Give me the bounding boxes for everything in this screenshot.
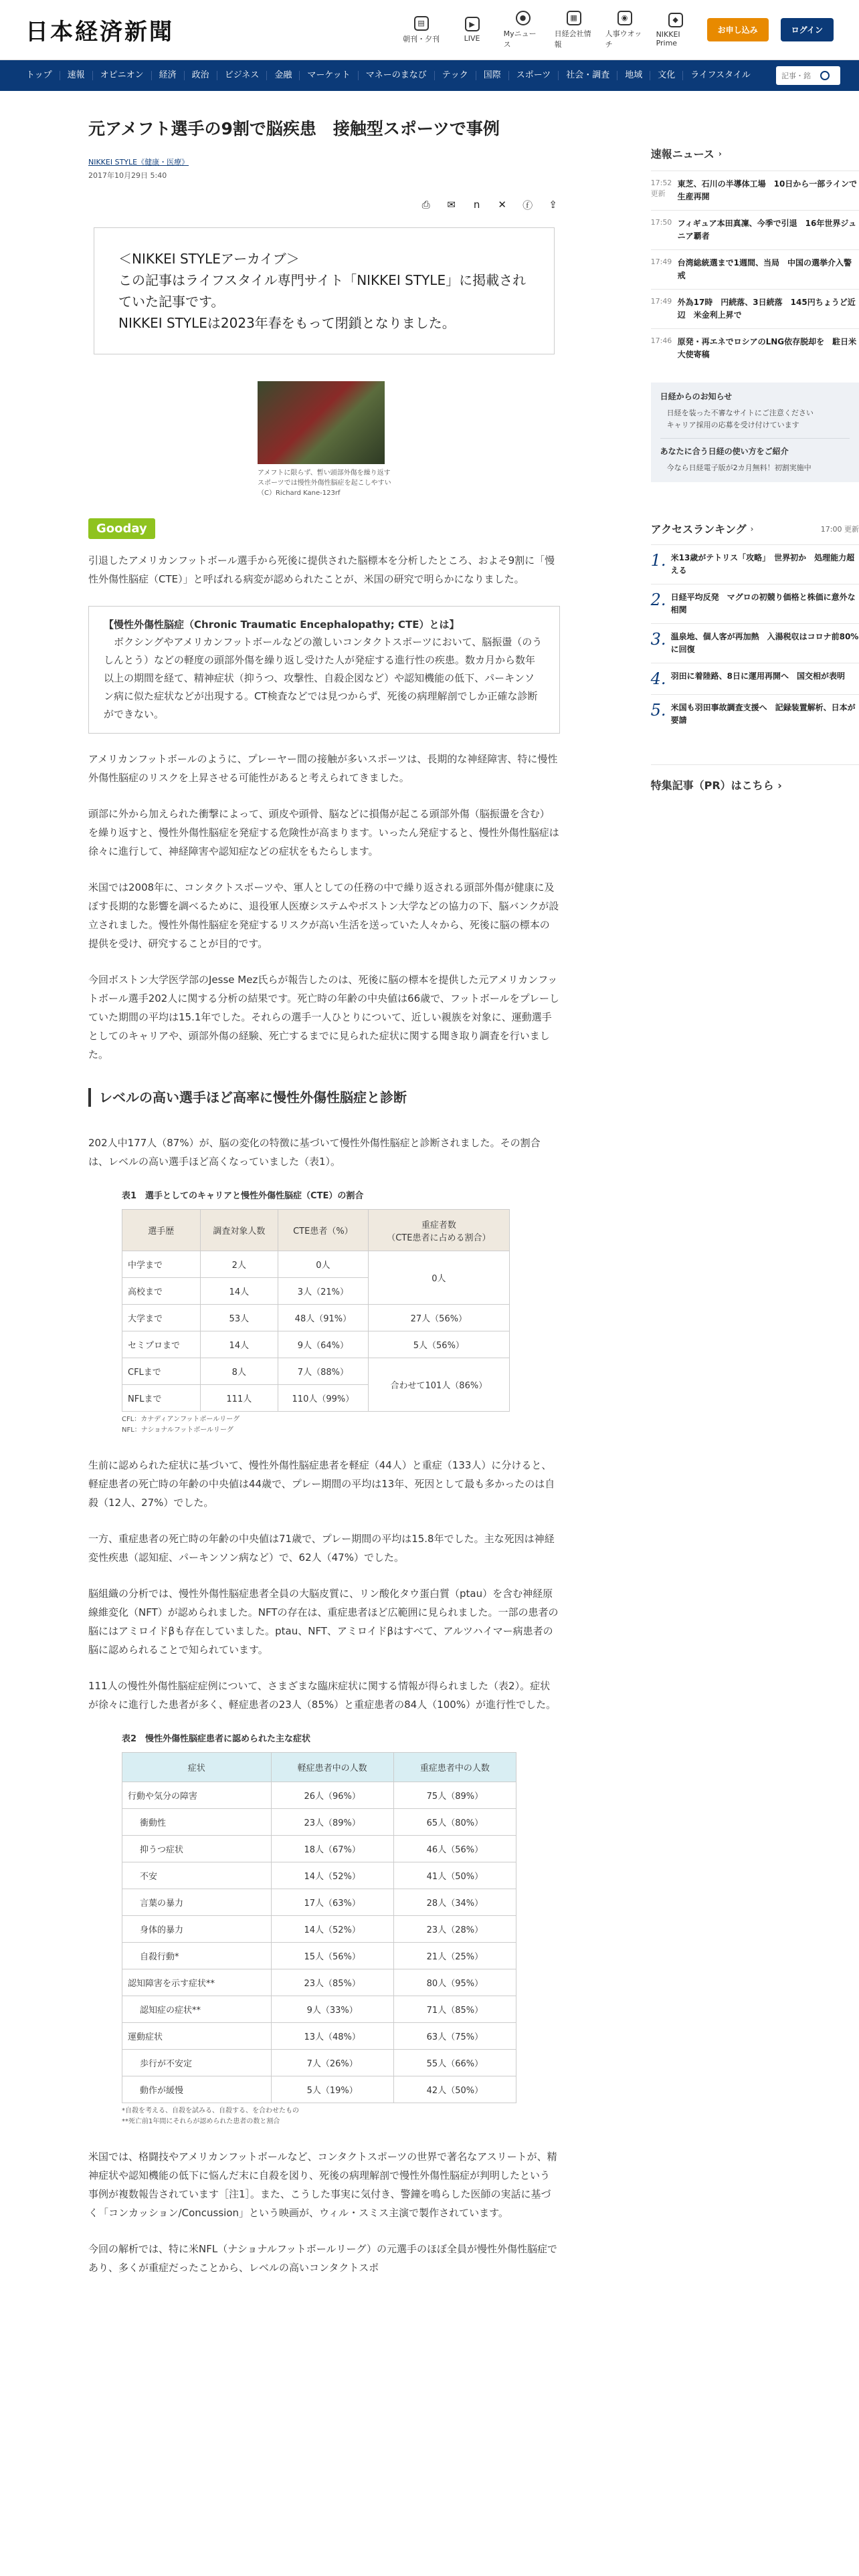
table-cell: 75人（89%）: [393, 1782, 516, 1809]
table-cell: 大学まで: [122, 1305, 201, 1331]
table-cell: 自殺行動*: [122, 1943, 272, 1969]
search-icon[interactable]: [820, 71, 830, 80]
paragraph: 生前に認められた症状に基づいて、慢性外傷性脳症患者を軽症（44人）と重症（133人）に分けると、軽症患者の死亡時の年齢の中央値は44歳で、プレー期間の平均は13年、死因として最も多かったのは自殺（12人、27%）でした。: [88, 1459, 555, 1509]
info-box: [651, 383, 859, 482]
table-cell: 認知症の症状**: [122, 1996, 272, 2023]
tool-label: LIVE: [464, 34, 480, 43]
sidebar: [651, 118, 859, 2294]
gooday-logo[interactable]: Gooday: [88, 518, 155, 539]
pr-link[interactable]: [651, 764, 859, 792]
news-time: 17:49: [650, 297, 672, 306]
table-cell: 身体的暴力: [122, 1916, 272, 1943]
ranking-item[interactable]: [651, 584, 859, 623]
news-time: 17:50: [650, 218, 672, 227]
ranking-item[interactable]: [651, 663, 859, 694]
table-cell: 高校まで: [122, 1278, 201, 1305]
facebook-icon[interactable]: ⓕ: [522, 199, 533, 211]
news-time: 17:52 更新: [650, 179, 672, 198]
table-header: 軽症患者中の人数: [271, 1753, 393, 1782]
table-cell: 9人（33%）: [271, 1996, 393, 2023]
news-heading[interactable]: [651, 146, 859, 161]
football-photo[interactable]: [258, 381, 385, 464]
archive-line: ＜NIKKEI STYLEアーカイブ＞: [118, 251, 300, 267]
table-note: [122, 2106, 560, 2127]
table-cell: 55人（66%）: [393, 2050, 516, 2076]
table-cell: 80人（95%）: [393, 1969, 516, 1996]
table-cell: 5人（56%）: [368, 1331, 509, 1358]
info-heading[interactable]: あなたに合う日経の使い方をご紹介: [660, 447, 789, 456]
paragraph: 米国では2008年に、コンタクトスポーツや、軍人としての任務の中で繰り返される頭部外傷が健康に及ぼす長期的な影響を調べるために、退役軍人医療システムやボストン大学などの協力の下、脳バンクが設立されました。慢性外傷性脳症を発症するリスクが高い生活を送っていた人々から、死後に脳の標本の提供を受け、研究することが目的です。: [88, 881, 559, 950]
article-title: 元アメフト選手の9割で脳疾患 接触型スポーツで事例: [88, 119, 500, 138]
ranking-updated: 17:00 更新: [820, 524, 859, 534]
table-row: [122, 1996, 516, 2023]
table-cell: 28人（34%）: [393, 1889, 516, 1916]
table-cell: 13人（48%）: [271, 2023, 393, 2050]
print-icon[interactable]: ⎙: [421, 199, 430, 211]
paragraph: 米国では、格闘技やアメリカンフットボールなど、コンタクトスポーツの世界で著名なアスリートが、精神症状や認知機能の低下に悩んだ末に自殺を図り、死後の病理解剖で慢性外傷性脳症が判明したという事例が複数報告されています［注1］。また、こうした事実に気付き、警鐘を鳴らした医師の実話に基づく「コンカッション/Concussion」という映画が、ウィル・スミス主演で製作されています。: [88, 2151, 557, 2219]
nav-item[interactable]: 金融: [267, 71, 300, 80]
nav-item[interactable]: テック: [435, 71, 476, 80]
chevron-right-icon: ›: [777, 779, 782, 792]
news-item[interactable]: [651, 289, 859, 328]
table-header: 重症者数 （CTE患者に占める割合）: [368, 1210, 509, 1251]
rank-text: 米国も羽田事故調査支援へ 記録装置解析、日本が要請: [670, 703, 856, 725]
table-cell: 41人（50%）: [393, 1862, 516, 1889]
tool-label: 日経会社情報: [554, 29, 591, 49]
definition-text: ボクシングやアメリカンフットボールなどの激しいコンタクトスポーツにおいて、脳振盪（のうしんとう）などの軽度の頭部外傷を繰り返し受けた人が発症する進行性の疾患。数カ月から数年以上の期間を経て、精神症状（抑うつ、攻撃性、自殺企図など）や認知機能の低下、パーキンソン病に似た症状などが出現する。CT検査などでは見つからず、死後の病理解剖でしか正確な診断ができない。: [104, 636, 543, 720]
table-cell: 歩行が不安定: [122, 2050, 272, 2076]
news-text: フィギュア本田真凜、今季で引退 16年世界ジュニア覇者: [677, 219, 857, 241]
table-cell: 14人: [200, 1331, 278, 1358]
table-symptoms: [122, 1752, 516, 2103]
info-item[interactable]: 今なら日経電子版が2カ月無料！初割実施中: [666, 463, 812, 472]
tool-prime[interactable]: [656, 13, 695, 47]
table-row: [122, 1862, 516, 1889]
news-item[interactable]: [651, 171, 859, 210]
tool-label: 朝刊・夕刊: [403, 34, 440, 43]
note-line: CFL：カナディアンフットボールリーグ: [122, 1416, 240, 1423]
paragraph: アメリカンフットボールのように、プレーヤー間の接触が多いスポーツは、長期的な神経障害、特に慢性外傷性脳症のリスクを上昇させる可能性があると考えられてきました。: [88, 753, 558, 784]
company-icon: ▦: [567, 11, 581, 25]
paragraph: 111人の慢性外傷性脳症症例について、さまざまな臨床症状に関する情報が得られました（表2）。症状が徐々に進行した患者が多く、軽症患者の23人（85%）と重症患者の84人（100%）が進行性でした。: [88, 1680, 557, 1711]
info-item[interactable]: キャリア採用の応募を受け付けています: [666, 421, 799, 429]
table-header: CTE患者（%）: [278, 1210, 369, 1251]
ranking-item[interactable]: [651, 544, 859, 584]
rank-number: 2.: [650, 591, 666, 609]
table-cell: 23人（28%）: [393, 1916, 516, 1943]
table-cell: 合わせて101人（86%）: [368, 1358, 509, 1412]
archive-notice: [94, 227, 555, 354]
table-row: [122, 1331, 510, 1358]
ranking-title[interactable]: アクセスランキング: [650, 523, 747, 536]
table-header: 重症患者中の人数: [393, 1753, 516, 1782]
paragraph: 頭部に外から加えられた衝撃によって、頭皮や頭骨、脳などに損傷が起こる頭部外傷（脳振盪を含む）を繰り返すと、慢性外傷性脳症を発症する危険性が高まります。いったん発症すると、慢性外傷性脳症は徐々に進行して、神経障害や認知症などの症状をもたらします。: [88, 808, 559, 857]
news-item[interactable]: [651, 328, 859, 368]
paragraph: 引退したアメリカンフットボール選手から死後に提供された脳標本を分析したところ、およそ9割に「慢性外傷性脳症（CTE）」と呼ばれる病変が認められたことが、米国の研究で明らかになりました。: [88, 554, 555, 585]
note-line: *自殺を考える、自殺を試みる、自殺する、を合わせたもの: [122, 2107, 299, 2115]
chevron-right-icon: ›: [718, 148, 722, 158]
table-cell: 3人（21%）: [278, 1278, 369, 1305]
table-cell: 0人: [368, 1251, 509, 1305]
table-row: [122, 1943, 516, 1969]
table-cell: 63人（75%）: [393, 2023, 516, 2050]
table-note: [122, 1414, 560, 1436]
table-header: 選手歴: [122, 1210, 201, 1251]
table1-caption: 表1 選手としてのキャリアと慢性外傷性脳症（CTE）の割合: [122, 1191, 364, 1201]
table-cell: 17人（63%）: [271, 1889, 393, 1916]
nav-item[interactable]: 国際: [476, 71, 509, 80]
tool-live[interactable]: [453, 17, 492, 43]
table-cell: 0人: [278, 1251, 369, 1278]
tool-label: 人事ウオッチ: [605, 29, 642, 49]
table-row: [122, 2076, 516, 2103]
live-icon: ▶: [465, 17, 480, 31]
site-logo[interactable]: 日本経済新聞: [25, 19, 174, 45]
share-icon[interactable]: ⇪: [549, 199, 557, 211]
news-text: 東芝、石川の半導体工場 10日から一部ラインで生産再開: [677, 179, 857, 201]
news-item[interactable]: [651, 210, 859, 249]
nav-item[interactable]: マーケット: [300, 71, 358, 80]
table-cell: 認知障害を示す症状**: [122, 1969, 272, 1996]
table-row: [122, 1969, 516, 1996]
table-cell: 2人: [200, 1251, 278, 1278]
table-row: [122, 1782, 516, 1809]
table-cell: 言葉の暴力: [122, 1889, 272, 1916]
table-row: [122, 1889, 516, 1916]
chevron-right-icon: ›: [750, 524, 754, 534]
mail-icon[interactable]: ✉: [447, 199, 456, 211]
table-cell: 運動症状: [122, 2023, 272, 2050]
news-text: 原発・再エネでロシアのLNG依存脱却を 駐日米大使寄稿: [677, 337, 857, 359]
paragraph: 脳組織の分析では、慢性外傷性脳症患者全員の大脳皮質に、リン酸化タウ蛋白質（ptau）を含む神経原線維変化（NFT）が認められました。NFTの存在は、重症患者ほど広範囲に見られました。一部の患者の脳にはアミロイドβも存在していました。ptau、NFT、アミロイドβはすべて、アルツハイマー病患者の脳に認められることで知られています。: [88, 1588, 559, 1656]
ranking-heading: [651, 521, 859, 536]
table-cell: 9人（64%）: [278, 1331, 369, 1358]
nav-item[interactable]: 社会・調査: [559, 71, 617, 80]
rank-text: 羽田に着陸路、8日に運用再開へ 国交相が表明: [670, 671, 845, 681]
table-cell: 5人（19%）: [271, 2076, 393, 2103]
table-cell: セミプロまで: [122, 1331, 201, 1358]
table-cell: 15人（56%）: [271, 1943, 393, 1969]
info-heading[interactable]: 日経からのお知らせ: [660, 392, 733, 401]
table-career-cte: [122, 1209, 510, 1412]
table-cell: 110人（99%）: [278, 1385, 369, 1412]
table-cell: 不安: [122, 1862, 272, 1889]
table-row: [122, 2050, 516, 2076]
nav-item[interactable]: 地域: [617, 71, 650, 80]
table-cell: 71人（85%）: [393, 1996, 516, 2023]
ranking-item[interactable]: [651, 694, 859, 734]
table-cell: CFLまで: [122, 1358, 201, 1385]
table-cell: 65人（80%）: [393, 1809, 516, 1836]
tool-company[interactable]: [555, 11, 593, 49]
table-cell: 48人（91%）: [278, 1305, 369, 1331]
table-cell: 23人（85%）: [271, 1969, 393, 1996]
table-row: [122, 1305, 510, 1331]
nav-item[interactable]: トップ: [19, 71, 60, 80]
people-icon: ◉: [617, 11, 632, 25]
pr-label: 特集記事（PR）はこちら: [650, 779, 774, 792]
table-row: [122, 1836, 516, 1862]
archive-line: NIKKEI STYLEは2023年春をもって閉鎖となりました。: [118, 315, 456, 331]
table-header: 症状: [122, 1753, 272, 1782]
info-item[interactable]: 日経を装った不審なサイトにご注意ください: [666, 409, 814, 417]
definition-box: [88, 606, 560, 734]
news-item[interactable]: [651, 249, 859, 289]
rank-number: 3.: [650, 630, 666, 649]
nav-item[interactable]: 政治: [185, 71, 217, 80]
note-line: NFL：ナショナルフットボールリーグ: [122, 1426, 234, 1434]
table-cell: 23人（89%）: [271, 1809, 393, 1836]
table-row: [122, 1809, 516, 1836]
table-cell: 14人（52%）: [271, 1862, 393, 1889]
table-cell: 26人（96%）: [271, 1782, 393, 1809]
prime-icon: ◆: [668, 13, 683, 27]
table-cell: 53人: [200, 1305, 278, 1331]
nav-item[interactable]: 速報: [60, 71, 93, 80]
tool-people[interactable]: [605, 11, 644, 49]
table-row: [122, 1916, 516, 1943]
table-cell: 27人（56%）: [368, 1305, 509, 1331]
tool-label: Myニュース: [503, 29, 537, 49]
main-nav: [0, 60, 859, 91]
article-photo: [258, 381, 391, 498]
nav-item[interactable]: ライフスタイル: [690, 70, 751, 80]
site-header: [0, 0, 859, 60]
nav-item[interactable]: 経済: [152, 71, 185, 80]
table2-caption: 表2 慢性外傷性脳症患者に認められた主な症状: [122, 1734, 311, 1744]
photo-caption: アメフトに限らず、暫い頭部外傷を繰り返すスポーツでは慢性外傷性脳症を起こしやすい（C）Richard Kane-123rf: [258, 469, 391, 497]
table-cell: 抑うつ症状: [122, 1836, 272, 1862]
article-date: 2017年10月29日 5:40: [88, 171, 167, 180]
table-cell: 42人（50%）: [393, 2076, 516, 2103]
share-bar: [88, 198, 560, 211]
table-row: [122, 2023, 516, 2050]
archive-line: この記事はライフスタイル専門サイト「NIKKEI STYLE」に掲載されていた記事です。: [118, 272, 527, 310]
search-input[interactable]: [780, 71, 816, 81]
nav-item[interactable]: 文化: [650, 71, 683, 80]
rank-text: 温泉地、個人客が再加熱 入湯税収はコロナ前80%に回復: [670, 632, 859, 654]
table-cell: 動作が緩慢: [122, 2076, 272, 2103]
paragraph: 202人中177人（87%）が、脳の変化の特徴に基づいて慢性外傷性脳症と診断されました。その割合は、レベルの高い選手ほど高くなっていました（表1）。: [88, 1137, 541, 1168]
search-box: [776, 66, 840, 85]
table-cell: 111人: [200, 1385, 278, 1412]
tool-newspaper[interactable]: [402, 16, 441, 44]
note-line: **死亡前1年間にそれらが認められた患者の数と割合: [122, 2118, 280, 2125]
paragraph: 今回ボストン大学医学部のJesse Mez氏らが報告したのは、死後に脳の標本を提供した元アメリカンフットボール選手202人に関する分析の結果です。死亡時の年齢の中央値は66歳で、フットボールをプレーしていた期間の平均は15.1年でした。それらの選手一人ひとりについて、近しい親族を対象に、運動選手としてのキャリアや、頭部外傷の経験、死亡するまでに見られた症状に関する聞き取り調査を行いました。: [88, 974, 559, 1061]
article: [88, 118, 560, 2294]
tool-label: NIKKEI Prime: [656, 29, 680, 47]
table-cell: 7人（26%）: [271, 2050, 393, 2076]
news-time: 17:46: [650, 336, 672, 345]
nav-item[interactable]: ビジネス: [217, 71, 268, 80]
news-list: [651, 171, 859, 368]
news-text: 台湾総統選まで1週間、当局 中国の選挙介入警戒: [677, 258, 852, 280]
rank-number: 1.: [650, 551, 666, 570]
table-cell: 14人: [200, 1278, 278, 1305]
table-cell: 14人（52%）: [271, 1916, 393, 1943]
table-cell: 8人: [200, 1358, 278, 1385]
section-heading: レベルの高い選手ほど高率に慢性外傷性脳症と診断: [88, 1088, 560, 1107]
table-cell: 46人（56%）: [393, 1836, 516, 1862]
table-cell: 7人（88%）: [278, 1358, 369, 1385]
login-button[interactable]: ログイン: [781, 18, 834, 41]
paragraph: 一方、重症患者の死亡時の年齢の中央値は71歳で、プレー期間の平均は15.8年でした。主な死因は神経変性疾患（認知症、パーキンソン病など）で、62人（47%）でした。: [88, 1533, 555, 1564]
table-header: 調査対象人数: [200, 1210, 278, 1251]
news-text: 外為17時 円続落、3日続落 145円ちょうど近辺 米金利上昇で: [677, 298, 856, 320]
note-icon[interactable]: n: [473, 199, 480, 211]
ranking-item[interactable]: [651, 623, 859, 663]
nav-item[interactable]: オピニオン: [93, 71, 152, 80]
table-cell: 行動や気分の障害: [122, 1782, 272, 1809]
tool-mynews[interactable]: [504, 11, 543, 49]
news-time: 17:49: [650, 257, 672, 266]
table-cell: 衝動性: [122, 1809, 272, 1836]
rank-text: 日経平均反発 マグロの初競り価格と株価に意外な相関: [670, 593, 856, 615]
divider: [660, 438, 850, 439]
table-cell: NFLまで: [122, 1385, 201, 1412]
nav-item[interactable]: マネーのまなび: [359, 71, 435, 80]
header-tools: [402, 11, 834, 49]
table-row: [122, 1251, 510, 1278]
rank-number: 5.: [650, 701, 666, 720]
article-category[interactable]: NIKKEI STYLE《健康・医療》: [88, 158, 189, 167]
nav-item[interactable]: スポーツ: [509, 71, 559, 80]
rank-text: 米13歳がテトリス「攻略」 世界初か 処理能力超える: [670, 553, 855, 575]
ranking-list: [651, 544, 859, 734]
news-heading-label: 速報ニュース: [650, 148, 714, 160]
table-cell: 18人（67%）: [271, 1836, 393, 1862]
definition-heading: 【慢性外傷性脳症（Chronic Traumatic Encephalopathy; CTE）とは】: [104, 619, 460, 631]
table-row: [122, 1358, 510, 1385]
x-icon[interactable]: ✕: [498, 199, 506, 211]
rank-number: 4.: [650, 669, 666, 688]
paragraph: 今回の解析では、特に米NFL（ナショナルフットボールリーグ）の元選手のほぼ全員が慢性外傷性脳症であり、多くが重症だったことから、レベルの高いコンタクトスポ: [88, 2243, 557, 2274]
newspaper-icon: ▤: [414, 16, 429, 31]
table-cell: 中学まで: [122, 1251, 201, 1278]
subscribe-button[interactable]: お申し込み: [707, 18, 769, 41]
user-icon: ●: [516, 11, 531, 25]
table-cell: 21人（25%）: [393, 1943, 516, 1969]
